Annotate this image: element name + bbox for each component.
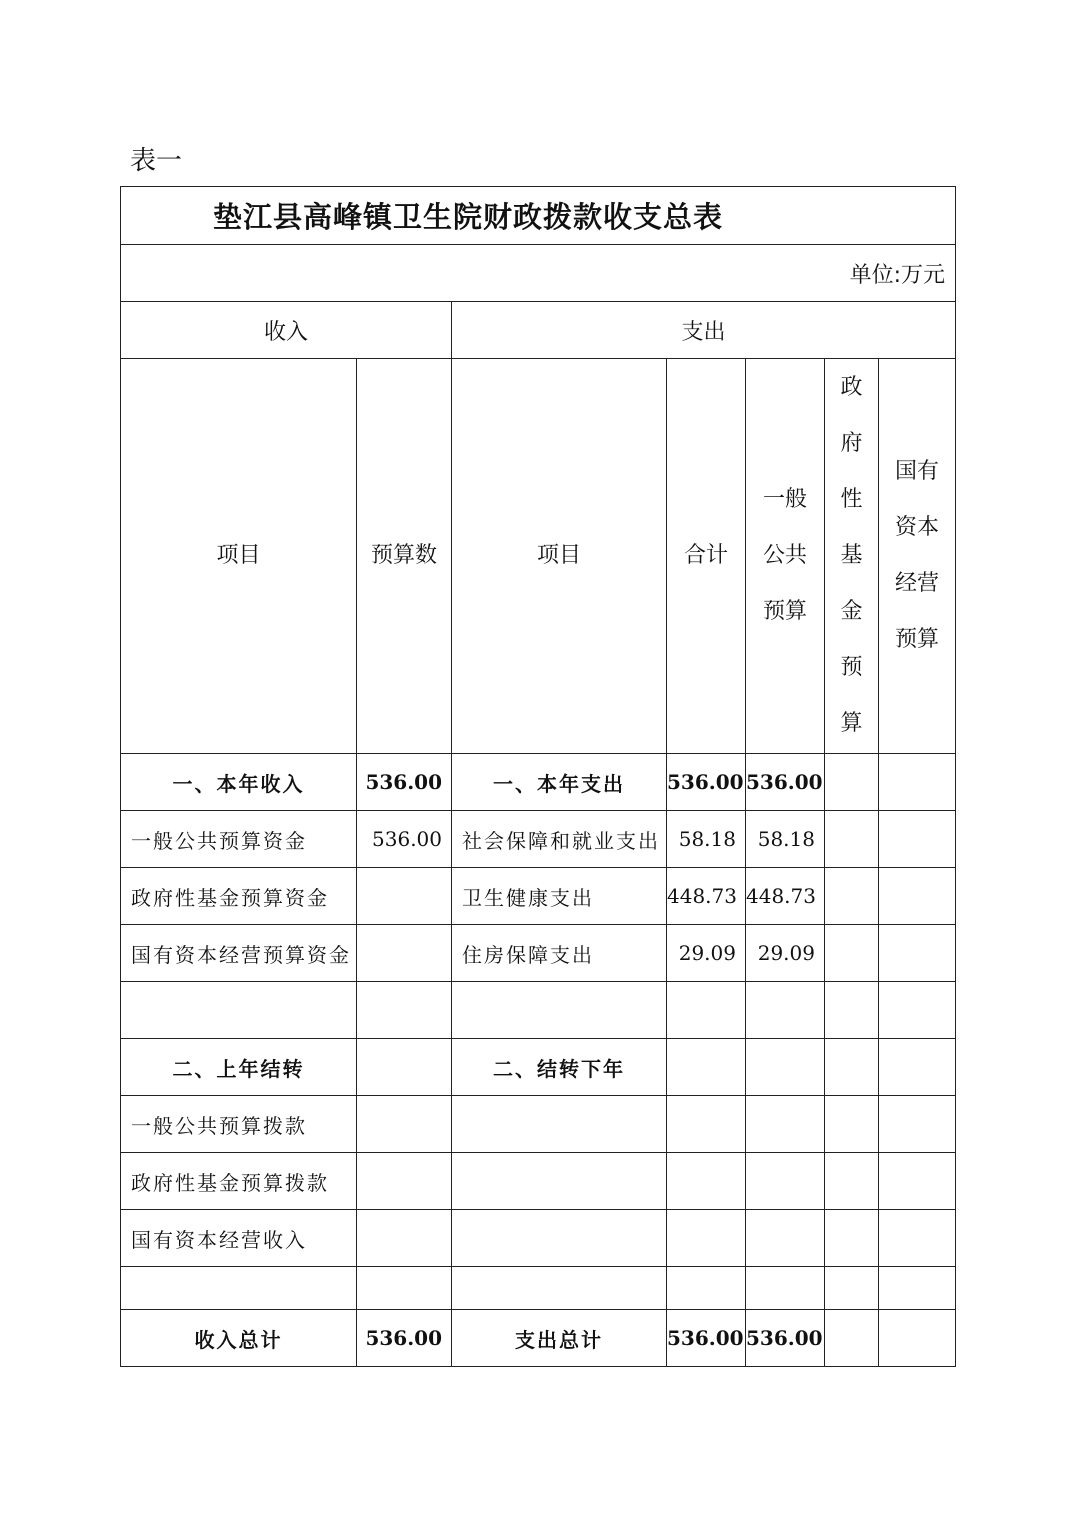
expense-total: 448.73 [667,868,746,925]
header-line: 国有 [895,459,940,484]
header-line: 预算 [895,627,940,652]
income-value: 536.00 [357,1310,452,1367]
col-header-total: 合计 [667,359,746,754]
header-line: 公共 [762,543,807,568]
expense-general [746,1210,825,1267]
header-line: 预 [840,655,863,680]
fiscal-summary-table [120,186,956,1367]
expense-gov-fund [825,925,879,982]
expense-label [452,1096,667,1153]
income-label: 政府性基金预算资金 [121,868,357,925]
expense-general [746,982,825,1039]
expense-gov-fund [825,1310,879,1367]
income-label: 一般公共预算拨款 [121,1096,357,1153]
expense-total: 29.09 [667,925,746,982]
expense-total: 536.00 [667,754,746,811]
expense-general [746,1153,825,1210]
header-line: 性 [840,487,863,512]
expense-general: 29.09 [746,925,825,982]
expense-gov-fund [825,982,879,1039]
col-header-income-budget: 预算数 [357,359,452,754]
expense-state-capital [879,925,956,982]
expense-state-capital [879,1039,956,1096]
expense-label: 二、结转下年 [452,1039,667,1096]
expense-total [667,1210,746,1267]
col-header-income-item: 项目 [121,359,357,754]
expense-state-capital [879,754,956,811]
table-row [121,925,956,982]
expense-total [667,1039,746,1096]
expense-state-capital [879,868,956,925]
table-row [121,754,956,811]
expense-gov-fund [825,868,879,925]
income-value: 536.00 [357,754,452,811]
expense-gov-fund [825,1096,879,1153]
income-value [357,925,452,982]
expense-gov-fund [825,754,879,811]
income-value: 536.00 [357,811,452,868]
header-line: 政 [840,375,863,400]
table-row [121,1096,956,1153]
expense-general [746,1267,825,1310]
income-section-header: 收入 [121,302,452,359]
expense-total [667,1096,746,1153]
income-label: 二、上年结转 [121,1039,357,1096]
expense-section-header: 支出 [452,302,956,359]
income-label: 一般公共预算资金 [121,811,357,868]
expense-label: 住房保障支出 [452,925,667,982]
header-line: 基 [840,543,863,568]
expense-label: 卫生健康支出 [452,868,667,925]
income-label: 政府性基金预算拨款 [121,1153,357,1210]
table-label: 表一 [130,146,183,176]
expense-gov-fund [825,1210,879,1267]
header-line: 经营 [895,571,940,596]
expense-total: 58.18 [667,811,746,868]
income-value [357,1210,452,1267]
expense-total [667,1267,746,1310]
table-row [121,1267,956,1310]
expense-label [452,1210,667,1267]
income-label [121,1267,357,1310]
expense-gov-fund [825,1267,879,1310]
col-header-general-public-budget [746,359,825,754]
expense-general: 58.18 [746,811,825,868]
expense-gov-fund [825,811,879,868]
expense-label [452,1153,667,1210]
income-label: 国有资本经营收入 [121,1210,357,1267]
table-row [121,811,956,868]
expense-general: 536.00 [746,1310,825,1367]
unit-label: 单位:万元 [121,245,956,302]
table-title: 垫江县高峰镇卫生院财政拨款收支总表 [121,187,956,245]
table-row [121,1153,956,1210]
table-row [121,1039,956,1096]
col-header-expense-item: 项目 [452,359,667,754]
expense-gov-fund [825,1153,879,1210]
header-line: 府 [840,431,863,456]
expense-state-capital [879,1267,956,1310]
table-row [121,1210,956,1267]
income-label: 国有资本经营预算资金 [121,925,357,982]
header-line: 算 [840,711,863,736]
header-line: 金 [840,599,863,624]
expense-general [746,1096,825,1153]
col-header-gov-fund-budget [825,359,879,754]
expense-general: 536.00 [746,754,825,811]
expense-label: 支出总计 [452,1310,667,1367]
expense-state-capital [879,811,956,868]
header-line: 一般 [762,487,807,512]
table-row [121,868,956,925]
income-label [121,982,357,1039]
header-line: 预算 [762,599,807,624]
expense-label [452,982,667,1039]
expense-total: 536.00 [667,1310,746,1367]
expense-general [746,1039,825,1096]
expense-state-capital [879,1153,956,1210]
expense-label [452,1267,667,1310]
expense-label: 社会保障和就业支出 [452,811,667,868]
expense-state-capital [879,1210,956,1267]
expense-general: 448.73 [746,868,825,925]
income-value [357,1039,452,1096]
expense-gov-fund [825,1039,879,1096]
expense-label: 一、本年支出 [452,754,667,811]
header-line: 资本 [895,515,940,540]
income-label: 一、本年收入 [121,754,357,811]
expense-state-capital [879,1310,956,1367]
income-value [357,982,452,1039]
income-value [357,868,452,925]
income-value [357,1153,452,1210]
col-header-state-capital-budget [879,359,956,754]
income-value [357,1267,452,1310]
income-value [357,1096,452,1153]
expense-state-capital [879,1096,956,1153]
expense-total [667,1153,746,1210]
income-label: 收入总计 [121,1310,357,1367]
table-row [121,982,956,1039]
table-row [121,1310,956,1367]
expense-total [667,982,746,1039]
expense-state-capital [879,982,956,1039]
